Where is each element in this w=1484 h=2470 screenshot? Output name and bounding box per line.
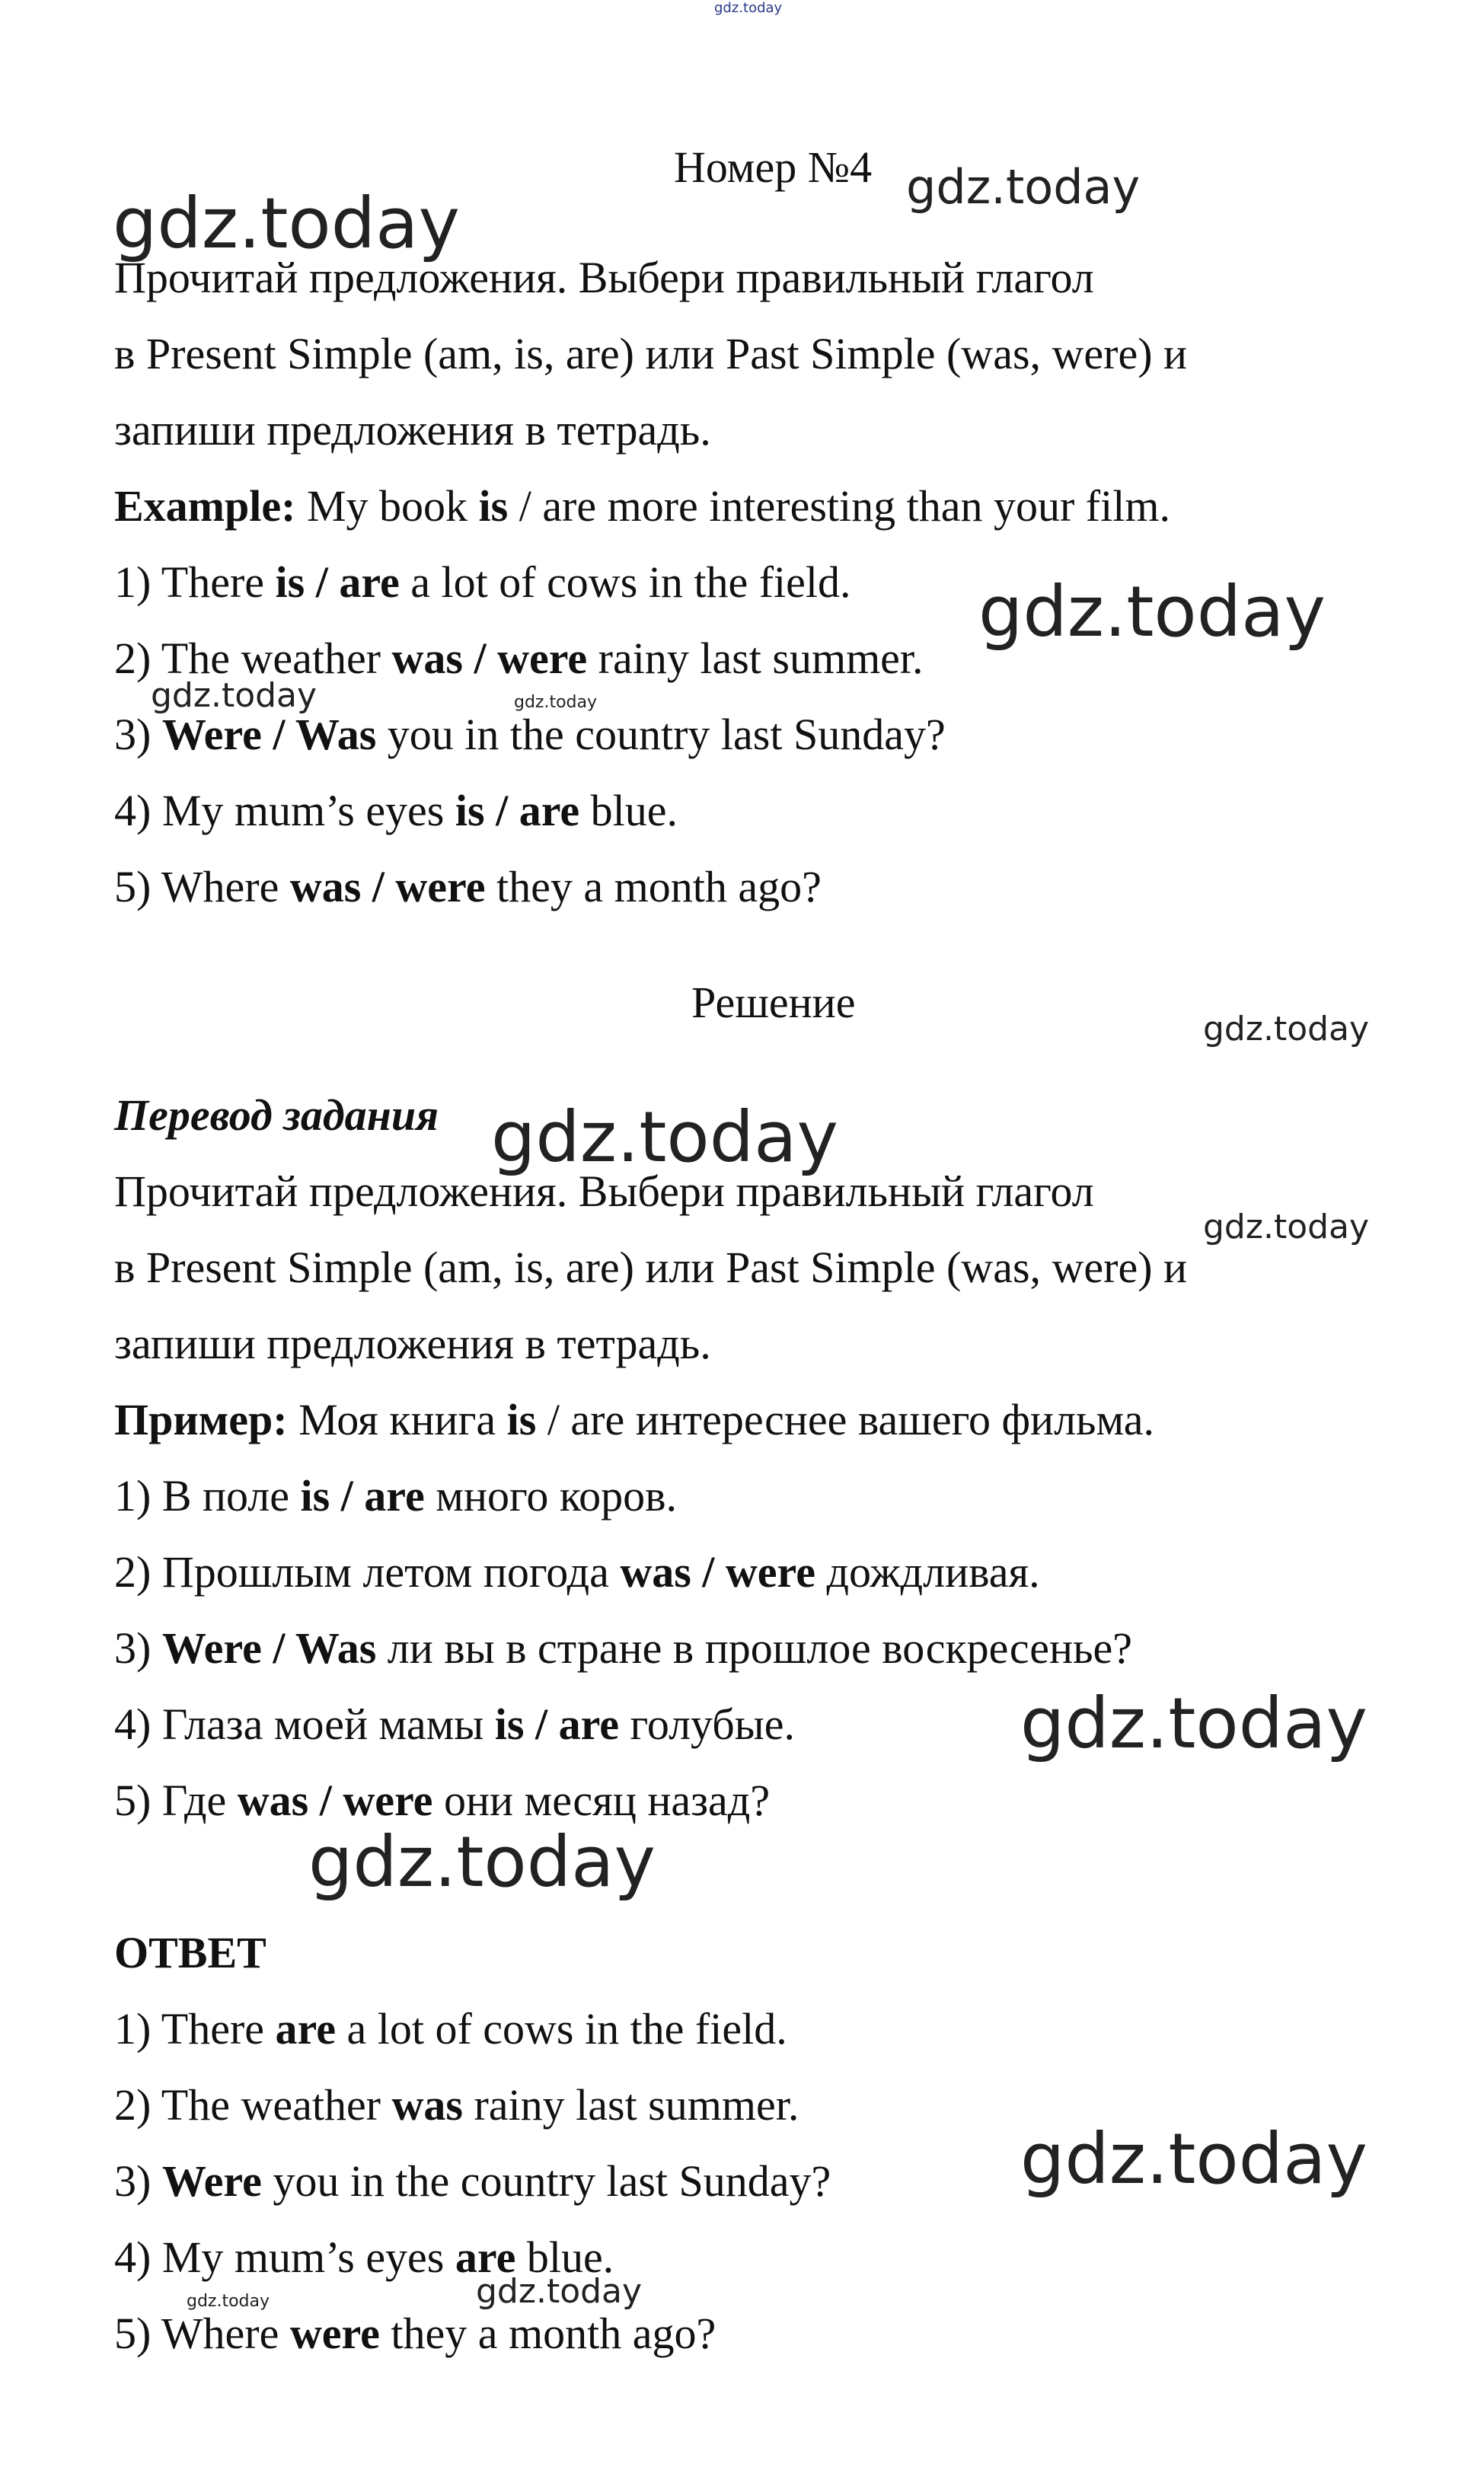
watermark: gdz.today [113,183,460,264]
translation-item: 1) В поле is / are много коров. [114,1471,677,1521]
task-item: 5) Where was / were they a month ago? [114,862,822,911]
example-label: Пример: [114,1395,288,1444]
watermark: gdz.today [978,571,1326,653]
watermark: gdz.today [1020,2118,1368,2200]
answer-item: 1) There are a lot of cows in the field. [114,2004,787,2054]
translation-item: 5) Где was / were они месяц назад? [114,1776,771,1825]
answer-item: 5) Where were they a month ago? [114,2309,716,2358]
answer-item: 4) My mum’s eyes are blue. [114,2232,614,2282]
watermark: gdz.today [1203,1208,1370,1246]
translation-heading: Перевод задания [114,1090,439,1140]
answer-heading: ОТВЕТ [114,1928,266,1977]
watermark: gdz.today [151,676,318,715]
watermark: gdz.today [187,2292,270,2311]
translation-line: запиши предложения в тетрадь. [114,1319,711,1368]
example-label: Example: [114,481,296,531]
watermark: gdz.today [1020,1683,1368,1764]
task-item: 3) Were / Was you in the country last Sunday? [114,710,946,759]
watermark: gdz.today [1203,1010,1370,1048]
watermark: gdz.today [714,0,783,16]
example-line: Пример: Моя книга is / are интереснее вашего фильма. [114,1395,1155,1444]
watermark: gdz.today [514,693,598,712]
task-item: 1) There is / are a lot of cows in the field. [114,557,851,607]
translation-line: Прочитай предложения. Выбери правильный глагол [114,1166,1094,1216]
task-item: 4) My mum’s eyes is / are blue. [114,786,678,835]
task-line: Прочитай предложения. Выбери правильный глагол [114,253,1094,302]
translation-item: 2) Прошлым летом погода was / were дождливая. [114,1547,1040,1597]
watermark: gdz.today [476,2272,643,2311]
watermark: gdz.today [491,1096,838,1178]
answer-item: 2) The weather was rainy last summer. [114,2080,799,2130]
task-line: в Present Simple (am, is, are) или Past Simple (was, were) и [114,329,1188,378]
translation-item: 4) Глаза моей мамы is / are голубые. [114,1699,796,1749]
page-title: Номер №4 [674,142,873,192]
answer-item: 3) Were you in the country last Sunday? [114,2156,831,2206]
watermark: gdz.today [906,159,1141,215]
task-line: запиши предложения в тетрадь. [114,405,711,455]
example-line: Example: My book is / are more interesting than your film. [114,481,1170,531]
watermark: gdz.today [308,1821,656,1903]
translation-item: 3) Were / Was ли вы в стране в прошлое воскресенье? [114,1623,1133,1673]
task-item: 2) The weather was / were rainy last summer. [114,633,924,683]
translation-line: в Present Simple (am, is, are) или Past Simple (was, were) и [114,1243,1188,1292]
solution-title: Решение [691,978,856,1027]
